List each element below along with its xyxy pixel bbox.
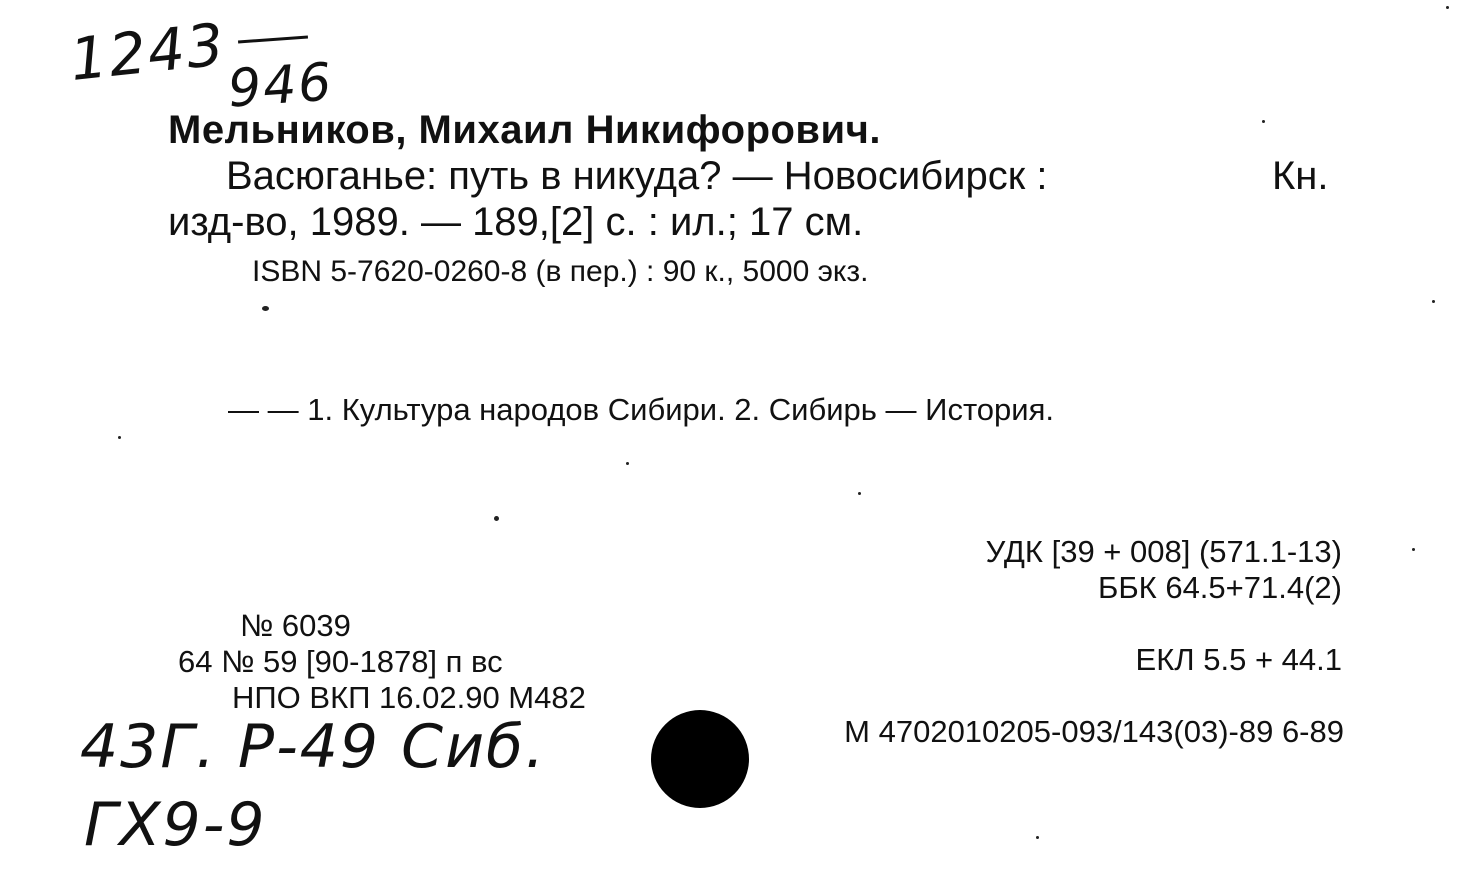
speck	[1446, 6, 1449, 9]
npo-line: НПО ВКП 16.02.90 М482	[232, 680, 586, 715]
publication-details: изд-во, 1989. — 189,[2] с. : ил.; 17 см.	[168, 200, 864, 244]
handwritten-sub-number: 946	[226, 52, 336, 120]
title-statement-end: Кн.	[1272, 154, 1329, 198]
handwritten-call-number: 1243	[66, 10, 229, 94]
speck	[1412, 548, 1415, 551]
m-code: М 4702010205-093/143(03)-89 6-89	[844, 714, 1344, 749]
handwritten-shelf-mark: 43Г. Р-49 Сиб.	[80, 712, 547, 782]
speck	[262, 306, 269, 311]
punched-hole	[651, 710, 749, 808]
speck	[118, 436, 121, 439]
subject-headings: — — 1. Культура народов Сибири. 2. Сибирь — История.	[228, 392, 1054, 427]
card-number: № 6039	[240, 608, 351, 643]
speck	[626, 462, 629, 465]
bbk-code: ББК 64.5+71.4(2)	[1097, 570, 1342, 605]
speck	[1262, 120, 1265, 123]
ekl-code: ЕКЛ 5.5 + 44.1	[1135, 642, 1342, 677]
speck	[1432, 300, 1435, 303]
order-number: 64 № 59 [90-1878] п вс	[178, 644, 503, 679]
isbn-line: ISBN 5-7620-0260-8 (в пер.) : 90 к., 5000 экз.	[252, 255, 869, 288]
title-statement: Васюганье: путь в никуда? — Новосибирск :	[226, 154, 1048, 198]
speck	[1036, 836, 1039, 839]
handwritten-shelf-code: ГХ9-9	[84, 790, 267, 860]
udk-code: УДК [39 + 008] (571.1-13)	[985, 534, 1342, 569]
author-heading: Мельников, Михаил Никифорович.	[168, 108, 881, 152]
speck	[858, 492, 861, 495]
speck	[494, 516, 499, 521]
handwritten-underline	[238, 36, 308, 44]
